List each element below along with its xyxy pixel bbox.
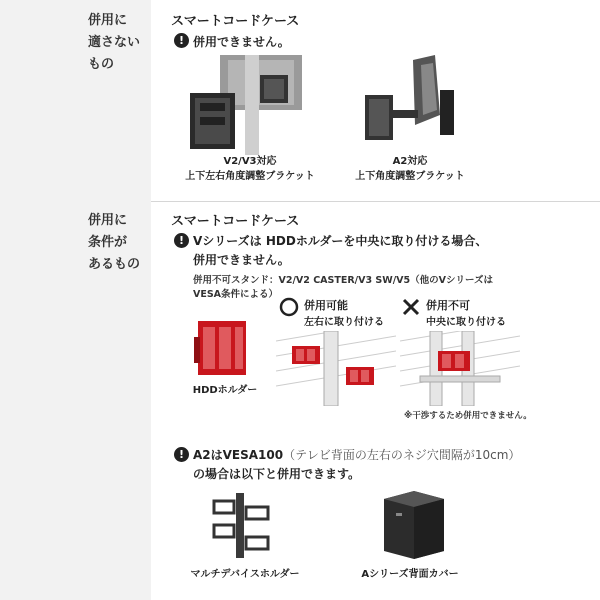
- caption-v2-v3-bracket: V2/V3対応 上下左右角度調整ブラケット: [185, 156, 315, 182]
- caption-a2-bracket: A2対応 上下角度調整ブラケット: [355, 156, 465, 182]
- sub-note-line-2: VESA条件による）: [193, 289, 279, 300]
- side-mount-illustration: [276, 331, 396, 406]
- section-label: 併用に 適さない もの: [88, 13, 141, 72]
- circle-ok-icon: [279, 297, 299, 317]
- a-series-back-cover-illustration: [374, 491, 446, 559]
- section-title: スマートコードケース: [171, 14, 300, 29]
- ok-label-2: 左右に取り付ける: [304, 317, 384, 328]
- section-title: スマートコードケース: [171, 214, 300, 229]
- hdd-holder-illustration: [192, 317, 254, 379]
- exclamation-icon: !: [174, 233, 189, 248]
- caption-a-series-back-cover: Aシリーズ背面カバー: [361, 569, 459, 580]
- section-incompatible: [0, 0, 600, 201]
- a2-bracket-illustration: [355, 55, 470, 155]
- multi-device-holder-illustration: [210, 493, 275, 558]
- sub-note-line-1: 併用不可スタンド：V2/V2 CASTER/V3 SW/V5（他のVシリーズは: [193, 275, 494, 286]
- a2-notice-line-2: の場合は以下と併用できます。: [193, 467, 361, 481]
- section-conditional: [0, 201, 600, 600]
- notice-line-2: 併用できません。: [193, 253, 290, 267]
- ng-label-1: 併用不可: [426, 299, 470, 312]
- v2-v3-bracket-illustration: [190, 55, 320, 155]
- label-column: [0, 201, 151, 600]
- exclamation-icon: !: [174, 447, 189, 462]
- a2-notice-line-1: [193, 446, 520, 463]
- a2-notice-rest: （テレビ背面の左右のネジ穴間隔が10cm）: [283, 448, 521, 462]
- caption-hdd-holder: HDDホルダー: [192, 385, 258, 396]
- interference-note: ※干渉するため併用できません。: [404, 411, 532, 421]
- ok-label-1: 併用可能: [304, 299, 348, 312]
- a2-notice-bold: A2はVESA100: [193, 448, 284, 462]
- exclamation-icon: !: [174, 33, 189, 48]
- notice-text: 併用できません。: [193, 35, 290, 49]
- notice-line-1: Vシリーズは HDDホルダーを中央に取り付ける場合、: [193, 234, 488, 248]
- ng-label-2: 中央に取り付ける: [426, 317, 506, 328]
- section-label: 併用に 条件が あるもの: [88, 213, 141, 272]
- cross-ng-icon: [401, 297, 421, 317]
- caption-multi-device-holder: マルチデバイスホルダー: [190, 569, 300, 580]
- center-mount-illustration: [400, 331, 520, 406]
- label-column: [0, 0, 151, 201]
